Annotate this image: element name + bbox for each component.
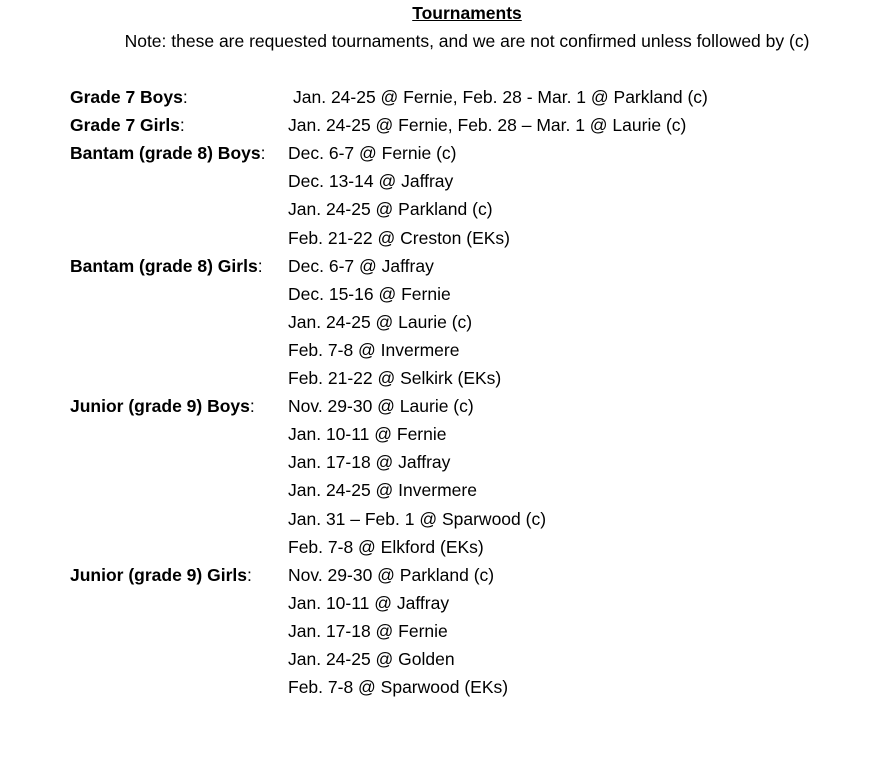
group-label-colon: : — [249, 396, 255, 417]
tournament-entry: Jan. 24-25 @ Fernie, Feb. 28 - Mar. 1 @ Parkland (c) — [293, 87, 708, 107]
schedule-row — [0, 284, 896, 312]
schedule-row — [0, 677, 896, 705]
group-label — [70, 396, 255, 417]
tournament-entry: Feb. 21-22 @ Creston (EKs) — [288, 227, 511, 248]
schedule-row — [0, 368, 896, 396]
tournament-entry: Jan. 17-18 @ Jaffray — [288, 452, 451, 473]
group-label — [70, 115, 185, 136]
schedule-row — [0, 593, 896, 621]
group-label-text: Bantam (grade 8) Girls — [70, 255, 258, 276]
schedule-row — [0, 171, 896, 199]
tournament-entry: Jan. 24-25 @ Invermere — [288, 480, 477, 501]
tournament-entry: Jan. 17-18 @ Fernie — [288, 620, 448, 641]
tournament-entry: Dec. 6-7 @ Jaffray — [288, 255, 434, 276]
schedule-row — [0, 621, 896, 649]
schedule-row — [0, 649, 896, 677]
tournament-entry: Jan. 24-25 @ Parkland (c) — [288, 199, 493, 220]
schedule-row — [0, 312, 896, 340]
group-label-colon: : — [182, 87, 188, 107]
group-label-text: Grade 7 Girls — [70, 115, 180, 136]
group-label-colon: : — [246, 564, 252, 585]
tournament-entry: Jan. 10-11 @ Fernie — [288, 424, 447, 445]
tournament-entry: Jan. 31 – Feb. 1 @ Sparwood (c) — [288, 508, 547, 529]
schedule-row — [0, 87, 896, 115]
group-label — [70, 256, 263, 277]
schedule-row — [0, 396, 896, 424]
tournament-entry: Jan. 24-25 @ Golden — [288, 649, 455, 669]
schedule-row — [0, 228, 896, 256]
group-label — [70, 143, 265, 164]
group-label-text: Junior (grade 9) Girls — [70, 564, 247, 585]
group-label — [70, 87, 188, 108]
schedule-row — [0, 452, 896, 480]
note-text: Note: these are requested tournaments, and we are not confirmed unless followed by (c) — [124, 31, 810, 51]
schedule-row — [0, 199, 896, 227]
schedule-row — [0, 480, 896, 508]
group-label — [70, 565, 252, 586]
group-label-text: Junior (grade 9) Boys — [70, 396, 250, 417]
schedule-row — [0, 565, 896, 593]
tournament-entry: Nov. 29-30 @ Laurie (c) — [288, 396, 474, 417]
tournament-entry: Dec. 13-14 @ Jaffray — [288, 171, 454, 192]
schedule-row — [0, 256, 896, 284]
group-label-colon: : — [260, 143, 266, 164]
tournament-entry: Nov. 29-30 @ Parkland (c) — [288, 564, 495, 585]
schedule-row — [0, 509, 896, 537]
group-label-colon: : — [257, 255, 263, 276]
tournament-entry: Feb. 21-22 @ Selkirk (EKs) — [288, 368, 502, 388]
tournament-entry: Feb. 7-8 @ Elkford (EKs) — [288, 536, 484, 557]
group-label-colon: : — [179, 115, 185, 136]
group-label-text: Bantam (grade 8) Boys — [70, 143, 261, 164]
schedule-row — [0, 340, 896, 368]
tournament-entry: Jan. 10-11 @ Jaffray — [288, 592, 450, 613]
tournament-entry: Jan. 24-25 @ Fernie, Feb. 28 – Mar. 1 @ Laurie (c) — [288, 115, 687, 136]
schedule-row — [0, 537, 896, 565]
tournament-entry: Feb. 7-8 @ Invermere — [288, 339, 460, 360]
tournament-entry: Jan. 24-25 @ Laurie (c) — [288, 311, 473, 332]
group-label-text: Grade 7 Boys — [70, 87, 183, 107]
schedule-row — [0, 115, 896, 143]
page-title: Tournaments — [412, 3, 522, 23]
tournament-entry: Dec. 6-7 @ Fernie (c) — [288, 143, 457, 164]
schedule-row — [0, 424, 896, 452]
tournament-entry: Feb. 7-8 @ Sparwood (EKs) — [288, 677, 509, 698]
schedule-row — [0, 143, 896, 171]
tournament-entry: Dec. 15-16 @ Fernie — [288, 283, 451, 304]
